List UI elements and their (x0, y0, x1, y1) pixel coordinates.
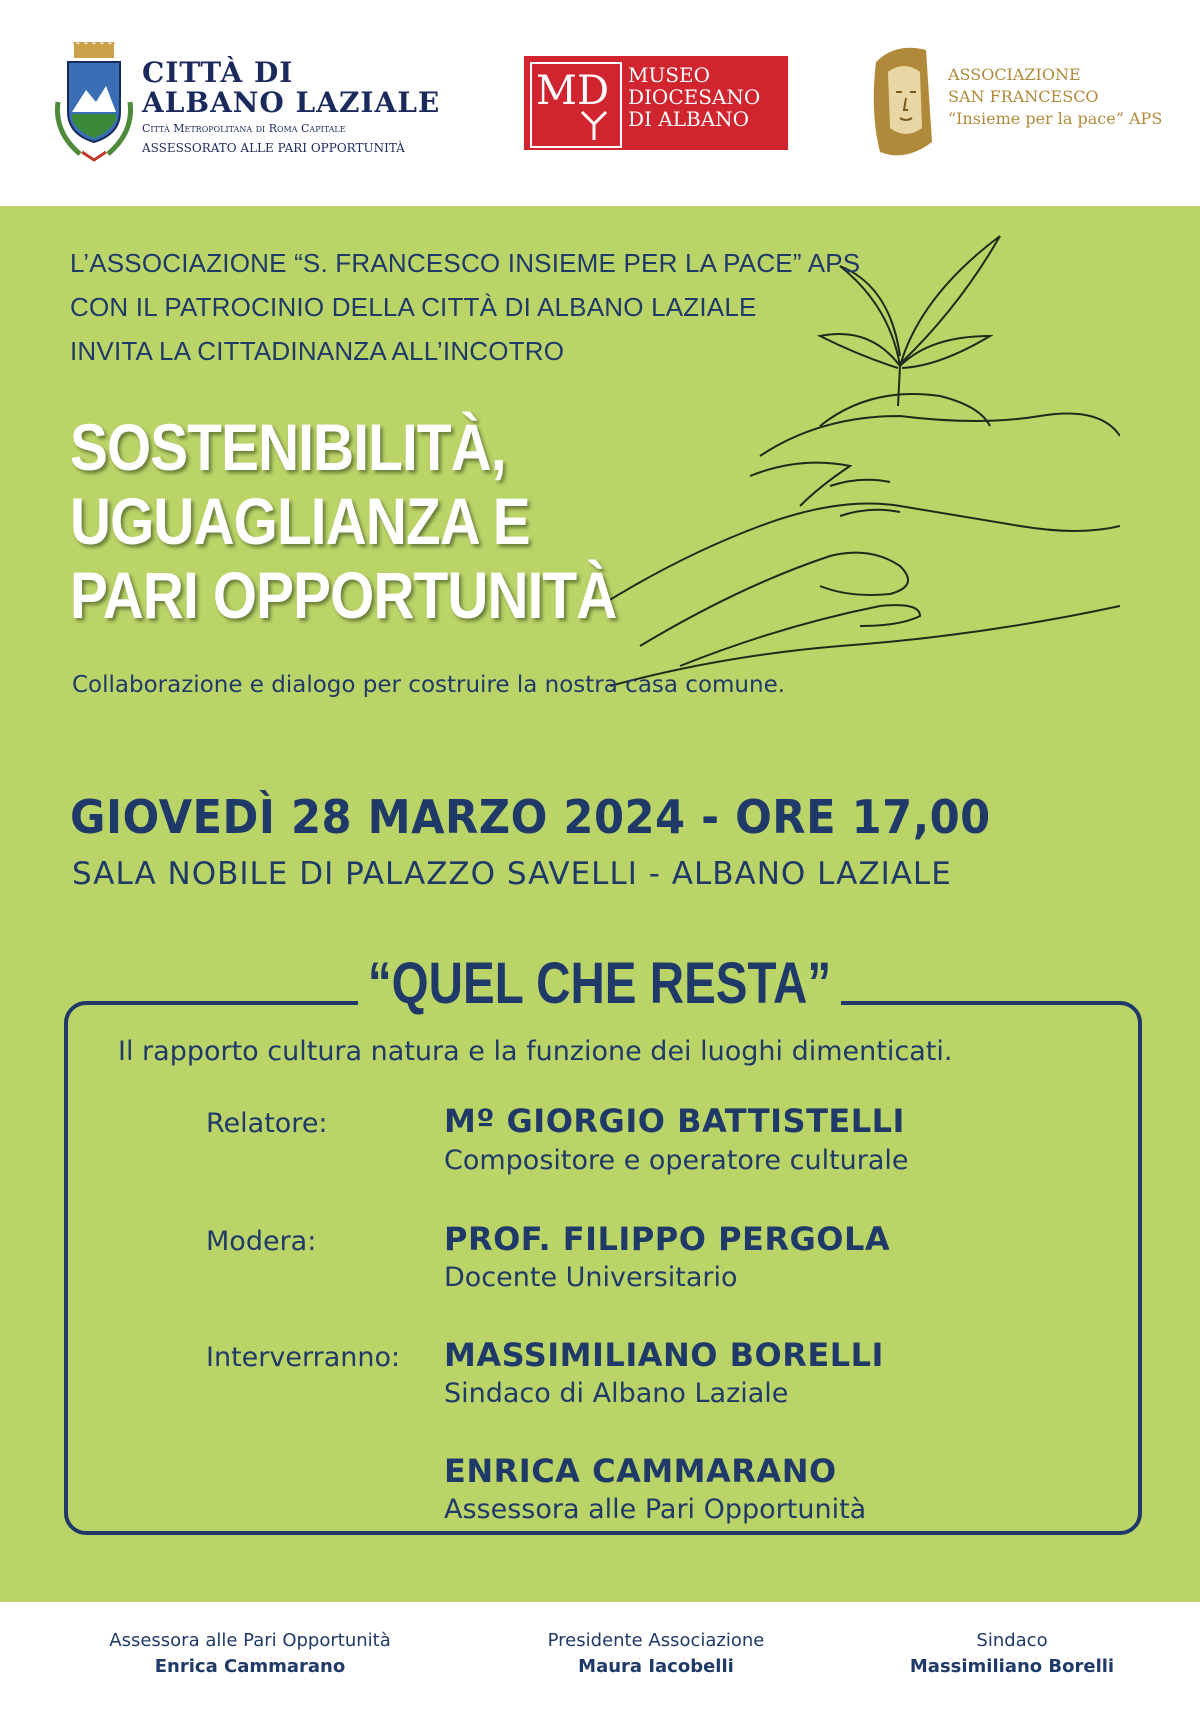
event-title-line3: PARI OPPORTUNITÀ (70, 558, 617, 632)
signature-name: Massimiliano Borelli (909, 1656, 1115, 1677)
museo-logo (524, 56, 788, 150)
intro-line2: CON IL PATROCINIO DELLA CITTÀ DI ALBANO LAZIALE (70, 292, 757, 322)
signature-title: Sindaco (976, 1630, 1048, 1651)
intro-line3: INVITA LA CITTADINANZA ALL’INCOTRO (70, 336, 565, 366)
museo-monogram-graphic (532, 64, 620, 146)
speaker-name: Mº GIORGIO BATTISTELLI (444, 1102, 905, 1140)
event-title (70, 410, 617, 632)
museo-monogram-text: MD (536, 68, 610, 114)
speaker-description: Sindaco di Albano Laziale (444, 1378, 789, 1409)
museo-line3: DI ALBANO (628, 107, 750, 131)
signature-title: Assessora alle Pari Opportunità (109, 1630, 391, 1651)
speaker-description: Assessora alle Pari Opportunità (444, 1494, 867, 1525)
signature-block (862, 1628, 1162, 1680)
event-title-line1: SOSTENIBILITÀ, (70, 410, 506, 484)
speaker-role: Modera: (206, 1226, 317, 1257)
city-name-line1: CITTÀ DI (142, 56, 294, 89)
saint-francis-portrait-icon (866, 42, 942, 162)
signature-title: Presidente Associazione (547, 1630, 765, 1651)
speaker-name: MASSIMILIANO BORELLI (444, 1336, 884, 1374)
signature-name: Maura Iacobelli (578, 1656, 734, 1677)
event-title-line2: UGUAGLIANZA E (70, 484, 530, 558)
city-subtitle: Città Metropolitana di Roma Capitale (142, 122, 346, 135)
museo-name (628, 64, 760, 130)
city-name-line2: ALBANO LAZIALE (142, 86, 441, 119)
intro-line1: L’ASSOCIAZIONE “S. FRANCESCO INSIEME PER LA PACE” APS (70, 248, 861, 278)
speaker-name: PROF. FILIPPO PERGOLA (444, 1220, 891, 1258)
museo-line1: MUSEO (628, 63, 711, 87)
speaker-description: Docente Universitario (444, 1262, 738, 1293)
city-crest-icon (50, 42, 138, 167)
speaker-role: Interverranno: (206, 1342, 401, 1373)
association-line3: “Insieme per la pace” APS (948, 109, 1163, 128)
header (0, 0, 1200, 206)
program-title-wrap (0, 950, 1200, 1017)
speaker-role: Relatore: (206, 1108, 328, 1139)
city-logo-text (142, 58, 440, 155)
museo-line2: DIOCESANO (628, 85, 761, 109)
museo-monogram-icon (530, 62, 622, 148)
association-logo-text (948, 64, 1162, 130)
association-line2: SAN FRANCESCO (948, 87, 1099, 106)
event-place: SALA NOBILE DI PALAZZO SAVELLI - ALBANO LAZIALE (72, 856, 952, 892)
program-subtitle: Il rapporto cultura natura e la funzione dei luoghi dimenticati. (118, 1036, 953, 1067)
association-line1: ASSOCIAZIONE (948, 65, 1081, 84)
event-date: GIOVEDÌ 28 MARZO 2024 - ORE 17,00 (70, 790, 991, 844)
signature-block (476, 1628, 836, 1680)
speaker-description: Compositore e operatore culturale (444, 1145, 909, 1176)
signature-block (70, 1628, 430, 1680)
signature-name: Enrica Cammarano (154, 1656, 346, 1677)
event-subtitle: Collaborazione e dialogo per costruire la nostra casa comune. (72, 672, 786, 698)
program-title: “QUEL CHE RESTA” (358, 950, 841, 1017)
city-department: ASSESSORATO ALLE PARI OPPORTUNITÀ (142, 141, 405, 155)
speaker-name: ENRICA CAMMARANO (444, 1452, 837, 1490)
